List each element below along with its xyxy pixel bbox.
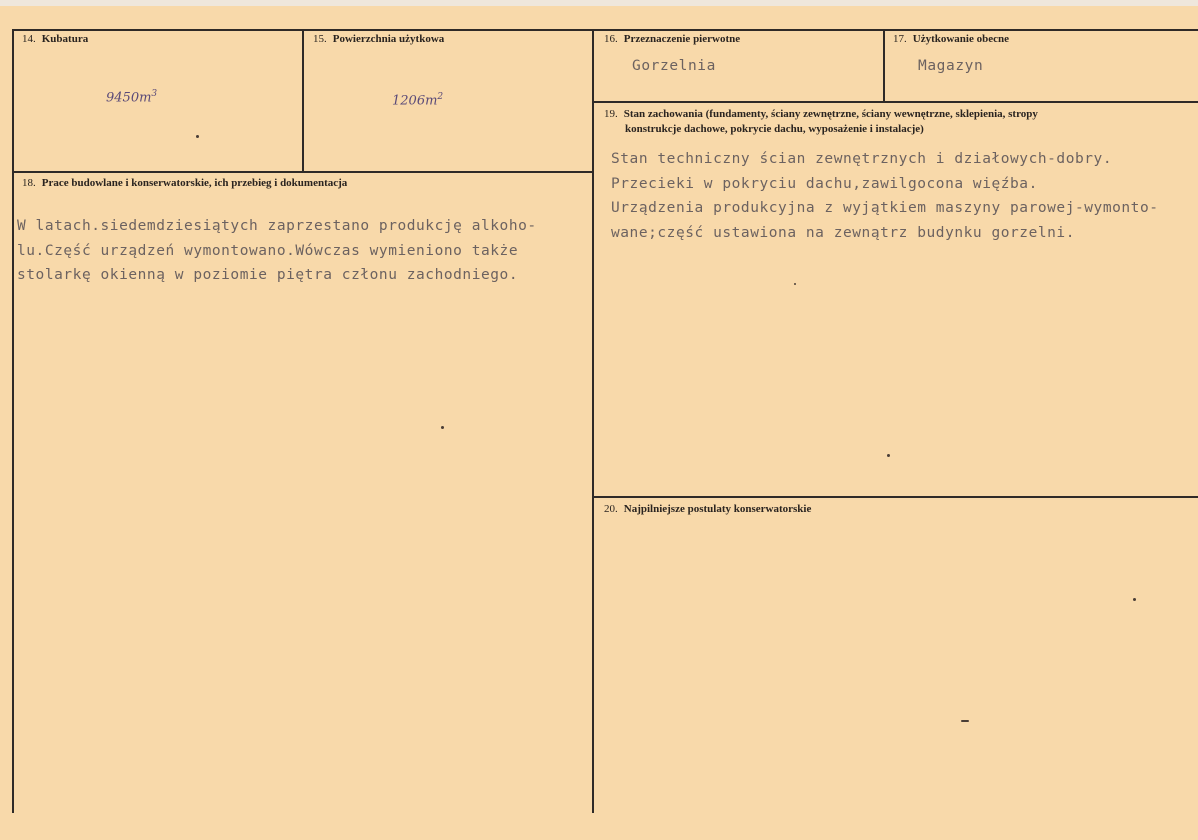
line-div-16-17 [883,29,885,101]
line-under-19 [592,496,1198,498]
field-15-unit-exponent: 2 [437,92,444,102]
field-20-number: 20. [604,503,618,515]
field-17-label [893,33,1009,45]
field-14-value [106,89,157,105]
field-20-label [604,503,811,515]
paper-top-edge [0,0,1198,6]
field-18-text [17,214,537,288]
field-15-label [313,33,444,45]
field-19-line: wane;część ustawiona na zewnątrz budynku gorzelni. [611,224,1075,241]
field-14-unit-exponent: 3 [151,89,158,99]
line-left [12,29,14,813]
field-19-line: Stan techniczny ścian zewnętrznych i działowych-dobry. [611,151,1113,167]
line-under-16-17 [592,101,1198,103]
field-19-number: 19. [604,108,618,120]
field-14-number-value: 9450 [106,90,140,106]
field-18-line: stolarkę okienną w poziomie piętra członu zachodniego. [17,267,519,283]
field-15-title: Powierzchnia użytkowa [332,33,445,45]
line-div-14-15 [302,29,304,171]
field-16-value: Gorzelnia [632,58,716,74]
paper-speck [1133,598,1136,601]
field-14-number: 14. [22,33,36,45]
field-18-title: Prace budowlane i konserwatorskie, ich przebieg i dokumentacja [41,177,348,189]
line-top [12,29,1198,31]
field-17-number: 17. [893,33,907,45]
field-15-value [392,92,443,108]
field-14-label [22,33,88,45]
field-18-number: 18. [22,177,36,189]
field-16-number: 16. [604,33,618,45]
field-19-title-1: Stan zachowania (fundamenty, ściany zewnętrzne, ściany wewnętrzne, sklepienia, stropy [623,108,1038,120]
field-19-line: Urządzenia produkcyjna z wyjątkiem maszyny parowej-wymonto- [611,200,1159,216]
field-18-line: W latach.siedemdziesiątych zaprzestano produkcję alkoho- [17,218,537,234]
field-14-unit: m [139,90,152,106]
line-under-14-15 [12,171,594,173]
field-15-number: 15. [313,33,327,45]
field-16-title: Przeznaczenie pierwotne [623,33,741,45]
field-19-label-line2 [604,122,1194,137]
line-center [592,29,594,813]
field-19-label [604,107,1194,137]
field-15-unit: m [425,93,438,109]
field-19-text [611,147,1159,245]
field-17-value: Magazyn [918,58,984,74]
paper-speck [794,283,796,285]
paper-speck [196,135,199,138]
field-19-title-2: konstrukcje dachowe, pokrycie dachu, wyposażenie i instalacje) [625,123,924,135]
paper-speck [887,454,890,457]
paper-speck [441,426,444,429]
field-18-label [22,177,347,189]
field-14-title: Kubatura [41,33,89,45]
field-16-label [604,33,740,45]
field-17-title: Użytkowanie obecne [912,33,1009,45]
field-15-number-value: 1206 [392,93,426,109]
paper-speck [961,720,969,722]
field-19-line: Przecieki w pokryciu dachu,zawilgocona więźba. [611,175,1038,192]
field-20-title: Najpilniejsze postulaty konserwatorskie [623,503,812,515]
field-18-line: lu.Część urządzeń wymontowano.Wówczas wymieniono także [17,242,519,259]
field-19-label-line1 [604,107,1194,122]
